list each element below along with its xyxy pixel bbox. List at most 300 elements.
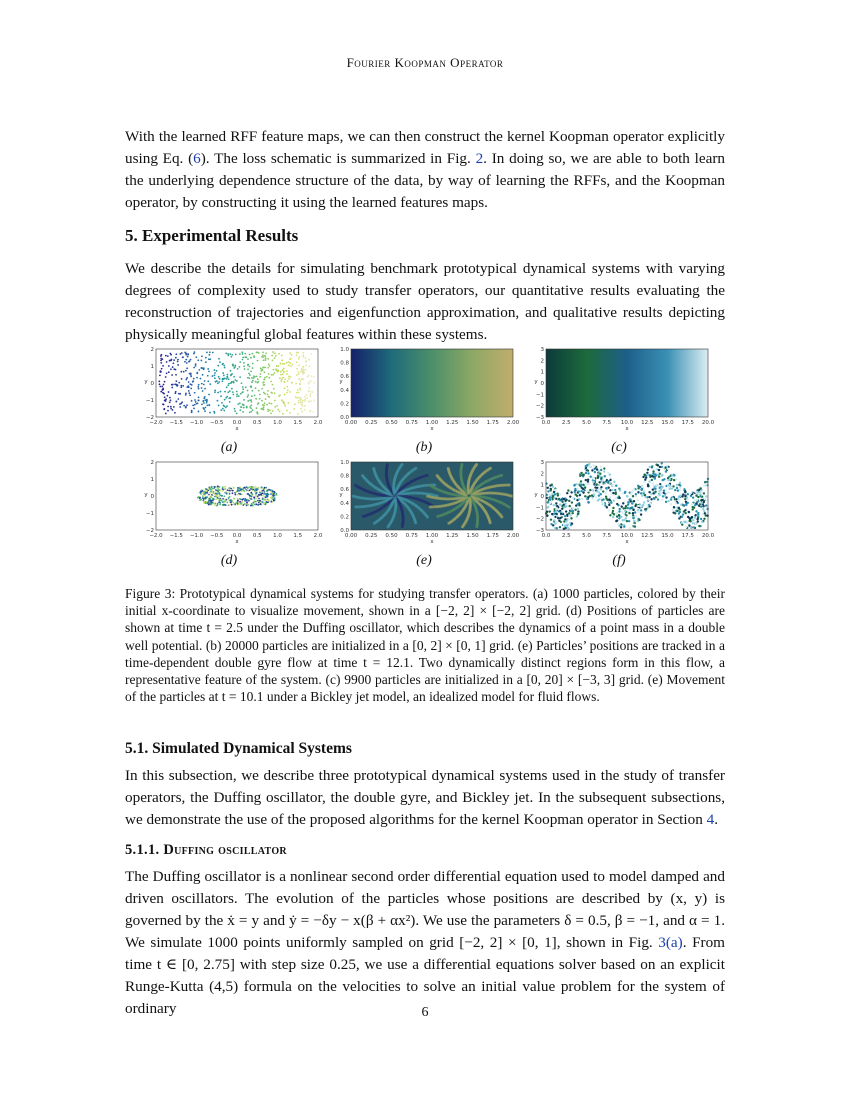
scatter-point [177, 361, 179, 363]
flow-particle [426, 516, 429, 519]
scatter-point [222, 378, 224, 380]
flow-particle [654, 491, 656, 493]
scatter-point [313, 382, 315, 384]
scatter-point [174, 383, 176, 385]
scatter-point [296, 374, 298, 376]
scatter-point [219, 361, 221, 363]
scatter-point [263, 498, 265, 500]
scatter-point [272, 384, 274, 386]
scatter-point [212, 375, 214, 377]
scatter-point [298, 373, 300, 375]
flow-particle [652, 482, 654, 484]
subsubsection-5-1-1-title: 5.1.1. Duffing oscillator [125, 842, 287, 858]
flow-particle [570, 510, 572, 512]
scatter-point [221, 363, 223, 365]
panel-d [140, 458, 325, 548]
scatter-point [303, 369, 305, 371]
x-tick-label: 0.00 [344, 420, 358, 426]
flow-particle [641, 494, 643, 496]
scatter-point [171, 384, 173, 386]
flow-particle [569, 495, 571, 497]
figure-3a-link[interactable]: 3(a) [658, 934, 683, 951]
flow-particle [619, 508, 621, 510]
flow-particle [692, 506, 694, 508]
flow-particle [662, 479, 664, 481]
scatter-point [298, 402, 300, 404]
flow-particle [678, 507, 680, 509]
scatter-point [234, 379, 236, 381]
scatter-point [306, 394, 308, 396]
scatter-point [249, 374, 251, 376]
scatter-point [267, 490, 269, 492]
scatter-point [271, 498, 273, 500]
scatter-point [281, 354, 283, 356]
scatter-point [217, 504, 219, 506]
flow-particle [600, 488, 602, 490]
scatter-point [266, 404, 268, 406]
scatter-point [228, 383, 230, 385]
flow-particle [600, 477, 602, 479]
scatter-point [187, 356, 189, 358]
flow-particle [598, 488, 600, 490]
flow-particle [694, 491, 696, 493]
scatter-point [227, 353, 229, 355]
flow-particle [618, 497, 620, 499]
flow-particle [564, 525, 566, 527]
flow-particle [677, 489, 679, 491]
flow-particle [669, 478, 671, 480]
flow-particle [706, 508, 708, 510]
flow-particle [612, 507, 614, 509]
scatter-point [218, 405, 220, 407]
scatter-point [251, 381, 253, 383]
scatter-point [229, 401, 231, 403]
flow-particle [550, 518, 552, 520]
scatter-point [237, 403, 239, 405]
scatter-point [243, 362, 245, 364]
scatter-point [241, 392, 243, 394]
flow-particle [631, 502, 633, 504]
flow-particle [568, 500, 570, 502]
scatter-point [174, 412, 176, 414]
scatter-point [299, 384, 301, 386]
scatter-point [186, 377, 188, 379]
flow-particle [625, 505, 627, 507]
y-tick-label: 0.4 [340, 387, 349, 394]
scatter-point [307, 376, 309, 378]
flow-particle [634, 505, 636, 507]
scatter-point [254, 394, 256, 396]
x-tick-label: −2.0 [149, 420, 163, 426]
x-tick-label: 0.25 [365, 420, 378, 426]
scatter-point [202, 374, 204, 376]
x-tick-label: 0.00 [344, 533, 358, 539]
scatter-point [256, 375, 258, 377]
scatter-point [269, 365, 271, 367]
scatter-point [159, 374, 161, 376]
flow-particle [698, 489, 700, 491]
scatter-point [230, 375, 232, 377]
scatter-point [271, 403, 273, 405]
scatter-point [294, 408, 296, 410]
figure-2-link[interactable]: 2 [475, 150, 484, 167]
x-axis-label: x [430, 539, 434, 545]
scatter-point [162, 365, 164, 367]
flow-particle [602, 490, 604, 492]
flow-particle [585, 465, 587, 467]
flow-particle [570, 491, 572, 493]
x-tick-label: 2.5 [561, 420, 571, 426]
scatter-point [182, 356, 184, 358]
flow-particle [647, 468, 649, 470]
scatter-point [297, 413, 299, 415]
flow-particle [551, 496, 553, 498]
scatter-point [208, 370, 210, 372]
flow-particle [702, 505, 704, 507]
scatter-point [239, 493, 241, 495]
scatter-point [231, 501, 233, 503]
scatter-point [246, 486, 248, 488]
intro-text-1: With the learned RFF feature maps, we can then construct the kernel Koopman operator explicitly using Eq. ( [125, 128, 725, 167]
scatter-point [236, 413, 238, 415]
x-tick-label: 0.0 [541, 533, 551, 539]
scatter-point [227, 502, 229, 504]
scatter-point [272, 359, 274, 361]
x-tick-label: 1.5 [293, 533, 303, 539]
scatter-point [207, 368, 209, 370]
panel-label-d: (d) [220, 553, 238, 568]
flow-particle [574, 509, 576, 511]
scatter-point [176, 385, 178, 387]
flow-particle [635, 515, 637, 517]
scatter-point [238, 395, 240, 397]
scatter-point [234, 410, 236, 412]
scatter-point [304, 396, 306, 398]
flow-particle [616, 515, 618, 517]
scatter-point [255, 498, 257, 500]
scatter-point [312, 411, 314, 413]
flow-particle [663, 490, 665, 492]
flow-particle [632, 512, 634, 514]
scatter-point [304, 400, 306, 402]
scatter-point [263, 359, 265, 361]
x-tick-label: 1.00 [425, 533, 439, 539]
x-tick-label: 0.50 [385, 533, 398, 539]
scatter-point [259, 373, 261, 375]
flow-particle [629, 498, 631, 500]
scatter-point [268, 396, 270, 398]
flow-particle [615, 485, 617, 487]
flow-particle [688, 524, 690, 526]
scatter-point [310, 400, 312, 402]
scatter-point [272, 351, 274, 353]
scatter-point [259, 376, 261, 378]
scatter-point [311, 375, 313, 377]
y-tick-label: −1 [535, 392, 544, 399]
flow-particle [571, 501, 573, 503]
flow-particle [643, 489, 645, 491]
flow-particle [598, 481, 600, 483]
flow-particle [617, 523, 619, 525]
scatter-point [276, 369, 278, 371]
flow-particle [560, 513, 562, 515]
panel-f [530, 458, 715, 548]
scatter-point [286, 410, 288, 412]
scatter-point [233, 382, 235, 384]
flow-particle [658, 494, 660, 496]
scatter-point [267, 501, 269, 503]
flow-particle [674, 489, 676, 491]
scatter-point [228, 378, 230, 380]
scatter-point [241, 503, 243, 505]
scatter-point [198, 384, 200, 386]
scatter-point [255, 501, 257, 503]
scatter-point [226, 493, 228, 495]
scatter-point [264, 384, 266, 386]
flow-particle [649, 502, 651, 504]
scatter-point [220, 395, 222, 397]
flow-particle [691, 503, 693, 505]
scatter-point [217, 487, 219, 489]
scatter-point [267, 393, 269, 395]
subsection-5-1-text-2: . [714, 811, 718, 828]
flow-particle [623, 525, 625, 527]
scatter-point [197, 359, 199, 361]
scatter-point [170, 406, 172, 408]
y-tick-label: 3 [540, 347, 544, 353]
scatter-point [286, 386, 288, 388]
scatter-point [296, 368, 298, 370]
scatter-point [280, 363, 282, 365]
scatter-point [165, 355, 167, 357]
scatter-point [209, 351, 211, 353]
scatter-point [194, 404, 196, 406]
scatter-point [203, 367, 205, 369]
y-tick-label: 0.6 [340, 374, 349, 381]
y-tick-label: 1 [150, 364, 154, 370]
panel-d-plot [140, 458, 325, 548]
flow-particle [606, 506, 608, 508]
section-4-link[interactable]: 4 [706, 811, 715, 828]
flow-particle [685, 503, 687, 505]
scatter-point [262, 404, 264, 406]
scatter-point [305, 369, 307, 371]
flow-particle [684, 494, 686, 496]
flow-particle [572, 507, 574, 509]
scatter-point [180, 386, 182, 388]
scatter-point [177, 359, 179, 361]
flow-particle [549, 502, 551, 504]
x-tick-label: 0.75 [405, 533, 418, 539]
scatter-point [268, 377, 270, 379]
scatter-point [254, 504, 256, 506]
scatter-point [205, 357, 207, 359]
equation-link[interactable]: 6 [193, 150, 201, 167]
scatter-point [251, 401, 253, 403]
flow-particle [680, 504, 682, 506]
scatter-point [213, 411, 215, 413]
scatter-point [244, 368, 246, 370]
x-tick-label: 1.0 [273, 533, 282, 539]
x-tick-label: 20.0 [701, 533, 715, 539]
flow-particle [704, 512, 706, 514]
scatter-point [258, 498, 260, 500]
scatter-point [206, 402, 208, 404]
scatter-point [262, 356, 264, 358]
scatter-point [280, 374, 282, 376]
y-tick-label: −3 [535, 415, 544, 421]
flow-particle [555, 502, 557, 504]
scatter-point [168, 391, 170, 393]
flow-particle [568, 515, 570, 517]
scatter-point [247, 394, 249, 396]
scatter-point [197, 402, 199, 404]
scatter-point [244, 353, 246, 355]
panel-label-b: (b) [415, 440, 433, 455]
flow-particle [653, 485, 655, 487]
flow-particle [644, 479, 646, 481]
y-tick-label: −1 [145, 511, 154, 517]
scatter-point [236, 395, 238, 397]
scatter-point [247, 368, 249, 370]
scatter-point [224, 488, 226, 490]
flow-particle [654, 477, 656, 479]
flow-particle [618, 510, 620, 512]
flow-particle [612, 510, 614, 512]
flow-particle [629, 527, 631, 529]
flow-particle [698, 505, 700, 507]
x-tick-label: 1.5 [293, 420, 303, 426]
flow-particle [609, 514, 611, 516]
scatter-point [181, 378, 183, 380]
scatter-point [252, 377, 254, 379]
y-axis-label: y [144, 379, 148, 385]
flow-particle [632, 509, 634, 511]
scatter-point [171, 374, 173, 376]
scatter-point [240, 406, 242, 408]
scatter-point [213, 369, 215, 371]
flow-particle [645, 508, 647, 510]
flow-particle [607, 487, 609, 489]
scatter-point [189, 394, 191, 396]
x-tick-label: 2.00 [506, 533, 520, 539]
flow-particle [401, 463, 404, 466]
flow-particle [447, 522, 450, 525]
scatter-point [213, 492, 215, 494]
flow-particle [692, 519, 694, 521]
scatter-point [249, 494, 251, 496]
scatter-point [252, 494, 254, 496]
scatter-point [242, 386, 244, 388]
flow-particle [500, 516, 503, 519]
flow-particle [584, 495, 586, 497]
flow-particle [644, 494, 646, 496]
scatter-point [301, 404, 303, 406]
scatter-point [225, 491, 227, 493]
flow-particle [705, 499, 707, 501]
scatter-point [289, 358, 291, 360]
x-tick-label: 1.50 [466, 420, 479, 426]
flow-particle [646, 472, 648, 474]
flow-particle [670, 503, 672, 505]
flow-particle [629, 507, 631, 509]
panel-a-plot [140, 345, 325, 435]
scatter-point [247, 390, 249, 392]
flow-particle [587, 469, 589, 471]
flow-particle [565, 505, 567, 507]
flow-particle [657, 484, 659, 486]
scatter-point [222, 372, 224, 374]
scatter-point [298, 364, 300, 366]
scatter-point [298, 356, 300, 358]
scatter-point [214, 391, 216, 393]
flow-particle [553, 504, 555, 506]
flow-particle [692, 496, 694, 498]
scatter-point [198, 369, 200, 371]
flow-particle [588, 483, 590, 485]
scatter-point [214, 374, 216, 376]
scatter-point [263, 367, 265, 369]
flow-particle [628, 520, 630, 522]
x-tick-label: 0.0 [232, 533, 242, 539]
scatter-point [220, 490, 222, 492]
flow-particle [627, 507, 629, 509]
panel-b-plot [335, 345, 520, 435]
scatter-point [229, 353, 231, 355]
scatter-point [164, 381, 166, 383]
flow-particle [679, 489, 681, 491]
scatter-point [252, 380, 254, 382]
flow-particle [635, 495, 637, 497]
scatter-point [251, 395, 253, 397]
y-tick-label: −2 [535, 516, 544, 523]
scatter-point [240, 393, 242, 395]
flow-particle [672, 485, 674, 487]
scatter-point [300, 371, 302, 373]
flow-particle [591, 498, 593, 500]
flow-particle [700, 502, 702, 504]
scatter-point [217, 490, 219, 492]
flow-particle [560, 521, 562, 523]
scatter-point [249, 354, 251, 356]
y-tick-label: 0 [540, 381, 544, 387]
y-tick-label: 0.4 [340, 500, 349, 507]
scatter-point [230, 356, 232, 358]
scatter-point [192, 381, 194, 383]
scatter-point [258, 390, 260, 392]
flow-particle [609, 479, 611, 481]
y-tick-label: 2 [540, 358, 544, 365]
duffing-text-1: The Duffing oscillator is a nonlinear second order differential equation used to model damped and driven oscillators. The evolution of the particles whose positions are described by (x, y) is governed by the ẋ = y and ẏ = −δy − x(β + αx²). We use the parameters δ = 0.5, β = −1, and α = 1. We simulate 1000 points uniformly sampled on grid [−2, 2] × [0, 1], shown in Fig. [125, 868, 725, 951]
flow-particle [638, 511, 640, 513]
scatter-point [288, 402, 290, 404]
scatter-point [230, 382, 232, 384]
flow-particle [577, 507, 579, 509]
scatter-point [167, 410, 169, 412]
scatter-point [201, 383, 203, 385]
scatter-point [244, 487, 246, 489]
flow-particle [589, 495, 591, 497]
flow-particle [625, 517, 627, 519]
scatter-point [227, 384, 229, 386]
scatter-point [242, 359, 244, 361]
scatter-point [265, 352, 267, 354]
flow-particle [665, 496, 667, 498]
flow-particle [684, 490, 686, 492]
scatter-point [278, 353, 280, 355]
scatter-point [250, 488, 252, 490]
scatter-point [227, 374, 229, 376]
